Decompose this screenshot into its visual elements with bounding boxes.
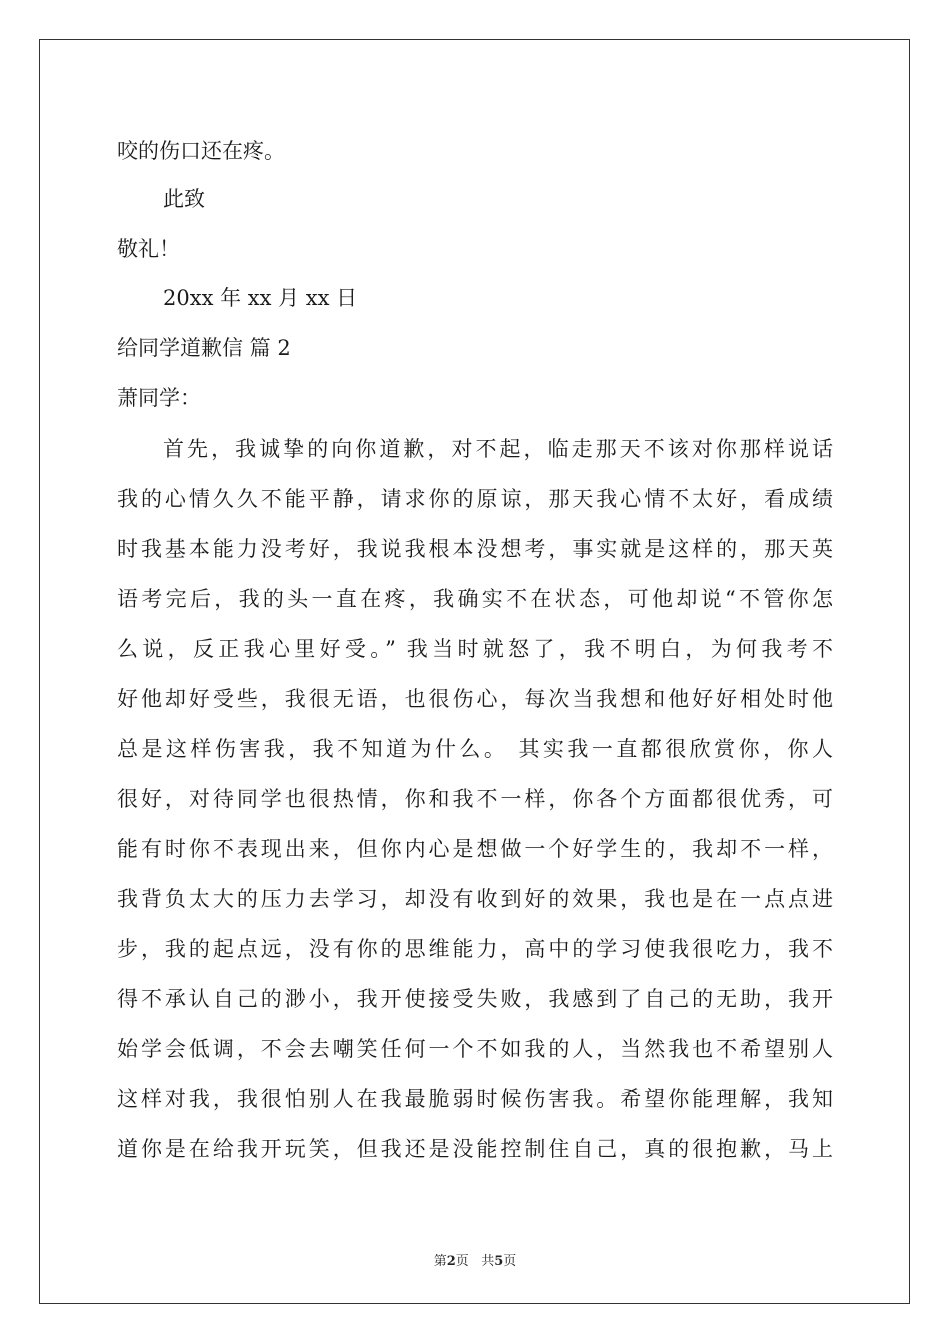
letter-closing-line: 咬的伤口还在疼。 [117, 139, 285, 163]
page-border [39, 39, 910, 1304]
salutation-cizhi: 此致 [163, 187, 205, 211]
paragraph-line: 得不承认自己的渺小，我开使接受失败，我感到了自己的无助，我开 [117, 987, 833, 1011]
salutation-jingli: 敬礼！ [117, 237, 180, 261]
letter-date: 20xx 年 xx 月 xx 日 [163, 286, 358, 310]
paragraph-line: 步，我的起点远，没有你的思维能力，高中的学习使我很吃力，我不 [117, 937, 833, 961]
letter-greeting: 萧同学： [117, 386, 201, 410]
total-prefix: 共 [481, 1254, 495, 1269]
paragraph-line: 好他却好受些，我很无语，也很伤心，每次当我想和他好好相处时他 [117, 687, 833, 711]
paragraph-line: 首先，我诚挚的向你道歉，对不起，临走那天不该对你那样说话 [163, 437, 833, 461]
paragraph-line: 很好，对待同学也很热情，你和我不一样，你各个方面都很优秀，可 [117, 787, 833, 811]
page-prefix: 第 [433, 1254, 447, 1269]
paragraph-line: 总是这样伤害我，我不知道为什么。 其实我一直都很欣赏你，你人 [117, 737, 833, 761]
page-number: 2 [446, 1254, 456, 1269]
paragraph-line: 语考完后，我的头一直在疼，我确实不在状态，可他却说“不管你怎 [117, 587, 833, 611]
paragraph-line: 时我基本能力没考好，我说我根本没想考，事实就是这样的，那天英 [117, 537, 833, 561]
paragraph-line: 这样对我，我很怕别人在我最脆弱时候伤害我。希望你能理解，我知 [117, 1087, 833, 1111]
paragraph-line: 我的心情久久不能平静，请求你的原谅，那天我心情不太好，看成绩 [117, 487, 833, 511]
total-suffix: 页 [503, 1254, 517, 1269]
paragraph-line: 能有时你不表现出来，但你内心是想做一个好学生的，我却不一样， [117, 837, 833, 861]
paragraph-line: 始学会低调，不会去嘲笑任何一个不如我的人，当然我也不希望别人 [117, 1037, 833, 1061]
page-footer [0, 1250, 950, 1269]
paragraph-line: 我背负太大的压力去学习，却没有收到好的效果，我也是在一点点进 [117, 887, 833, 911]
paragraph-line: 道你是在给我开玩笑，但我还是没能控制住自己，真的很抱歉，马上 [117, 1137, 833, 1161]
section-heading: 给同学道歉信 篇 2 [117, 336, 291, 360]
paragraph-line: 么说，反正我心里好受。” 我当时就怒了，我不明白，为何我考不 [117, 637, 833, 661]
total-pages: 5 [494, 1254, 504, 1269]
page-suffix: 页 [455, 1254, 469, 1269]
